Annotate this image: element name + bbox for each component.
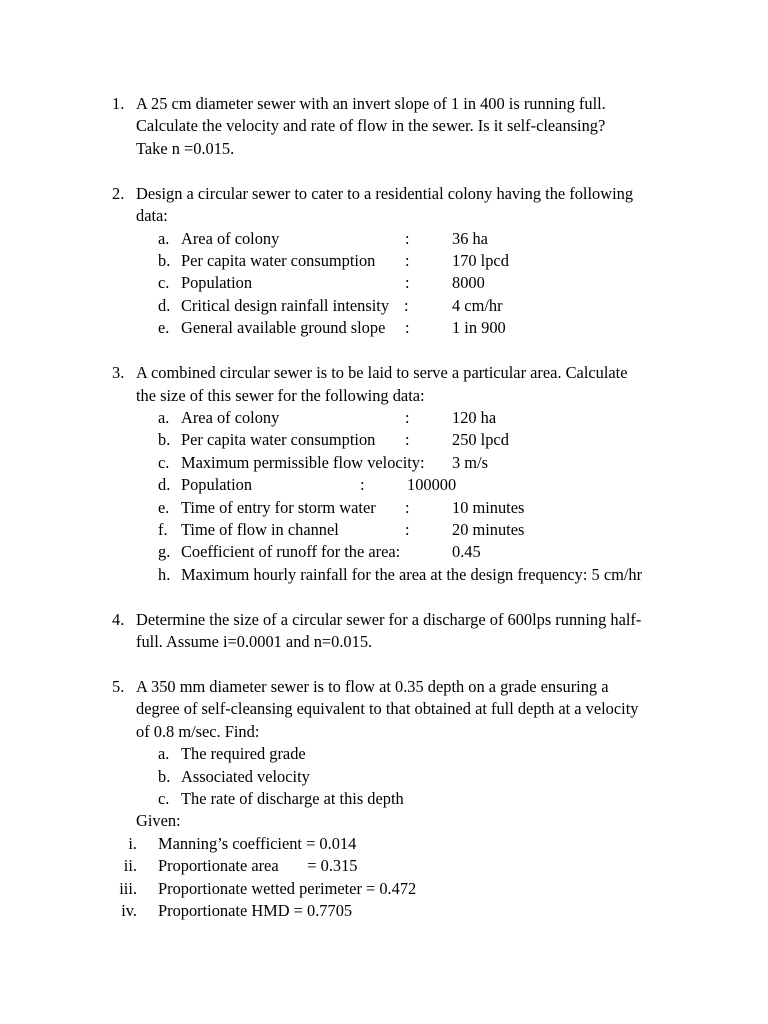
- item-letter: a.: [158, 229, 170, 248]
- item-label: Area of colony: [181, 408, 280, 427]
- question-text-line: Calculate the velocity and rate of flow in the sewer. Is it self-cleansing?: [136, 116, 606, 135]
- question-number: 3.: [112, 363, 125, 382]
- item-letter: h.: [158, 565, 171, 584]
- item-value: 1 in 900: [452, 318, 506, 337]
- roman-numeral: iv.: [121, 901, 137, 920]
- roman-numeral: ii.: [123, 856, 137, 875]
- item-value: 10 minutes: [452, 498, 525, 517]
- item-separator: :: [405, 318, 410, 337]
- item-value: 4 cm/hr: [452, 296, 503, 315]
- item-letter: a.: [158, 744, 170, 763]
- item-separator: :: [360, 475, 365, 494]
- item-label: Per capita water consumption: [181, 251, 376, 270]
- question-text-line: degree of self-cleansing equivalent to that obtained at full depth at a velocity: [136, 699, 639, 718]
- item-label: Time of entry for storm water: [181, 498, 376, 517]
- item-letter: d.: [158, 296, 171, 315]
- question-number: 4.: [112, 610, 125, 629]
- item-label: Maximum hourly rainfall for the area at the design frequency: 5 cm/hr: [181, 565, 643, 584]
- question-number: 5.: [112, 677, 125, 696]
- item-letter: b.: [158, 767, 171, 786]
- item-label: General available ground slope: [181, 318, 386, 337]
- item-letter: d.: [158, 475, 171, 494]
- question-text-line: Determine the size of a circular sewer for a discharge of 600lps running half-: [136, 610, 642, 629]
- question-text-line: Take n =0.015.: [136, 139, 235, 158]
- item-value: 170 lpcd: [452, 251, 509, 270]
- item-value: 3 m/s: [452, 453, 488, 472]
- item-label: Population: [181, 273, 253, 292]
- item-value: 120 ha: [452, 408, 497, 427]
- item-label: Per capita water consumption: [181, 430, 376, 449]
- roman-numeral: i.: [128, 834, 137, 853]
- question-number: 2.: [112, 184, 125, 203]
- question-text-line: Design a circular sewer to cater to a residential colony having the following: [136, 184, 634, 203]
- question-text-line: full. Assume i=0.0001 and n=0.015.: [136, 632, 373, 651]
- given-item-text: Manning’s coefficient = 0.014: [158, 834, 357, 853]
- item-value: 250 lpcd: [452, 430, 509, 449]
- item-value: 20 minutes: [452, 520, 525, 539]
- item-letter: e.: [158, 318, 170, 337]
- question-text-line: data:: [136, 206, 168, 225]
- item-label: The rate of discharge at this depth: [181, 789, 404, 808]
- item-label: Time of flow in channel: [181, 520, 339, 539]
- given-label: Given:: [136, 811, 181, 830]
- item-separator: :: [405, 229, 410, 248]
- item-value: 100000: [407, 475, 457, 494]
- question-text-line: the size of this sewer for the following data:: [136, 386, 425, 405]
- item-separator: :: [405, 273, 410, 292]
- item-separator: :: [405, 430, 410, 449]
- question-text-line: A 25 cm diameter sewer with an invert slope of 1 in 400 is running full.: [136, 94, 606, 113]
- item-value: 0.45: [452, 542, 481, 561]
- item-separator: :: [405, 498, 410, 517]
- given-item-text: Proportionate wetted perimeter = 0.472: [158, 879, 417, 898]
- item-label: Population: [181, 475, 253, 494]
- question-text-line: A 350 mm diameter sewer is to flow at 0.35 depth on a grade ensuring a: [136, 677, 609, 696]
- item-letter: c.: [158, 273, 170, 292]
- item-label: Associated velocity: [181, 767, 310, 786]
- given-item-text: Proportionate area = 0.315: [158, 856, 358, 875]
- item-letter: c.: [158, 453, 170, 472]
- item-label: Area of colony: [181, 229, 280, 248]
- item-letter: c.: [158, 789, 170, 808]
- item-letter: b.: [158, 430, 171, 449]
- item-label: Coefficient of runoff for the area:: [181, 542, 401, 561]
- item-separator: :: [404, 296, 409, 315]
- item-letter: g.: [158, 542, 171, 561]
- given-item-text: Proportionate HMD = 0.7705: [158, 901, 353, 920]
- item-value: 36 ha: [452, 229, 488, 248]
- question-number: 1.: [112, 94, 125, 113]
- item-label: The required grade: [181, 744, 306, 763]
- question-text-line: A combined circular sewer is to be laid to serve a particular area. Calculate: [136, 363, 628, 382]
- item-letter: e.: [158, 498, 170, 517]
- item-letter: b.: [158, 251, 171, 270]
- item-label: Maximum permissible flow velocity:: [181, 453, 425, 472]
- item-separator: :: [405, 520, 410, 539]
- item-label: Critical design rainfall intensity: [181, 296, 390, 315]
- question-text-line: of 0.8 m/sec. Find:: [136, 722, 260, 741]
- item-letter: f.: [158, 520, 168, 539]
- roman-numeral: iii.: [119, 879, 137, 898]
- item-separator: :: [405, 408, 410, 427]
- item-value: 8000: [452, 273, 485, 292]
- item-separator: :: [405, 251, 410, 270]
- item-letter: a.: [158, 408, 170, 427]
